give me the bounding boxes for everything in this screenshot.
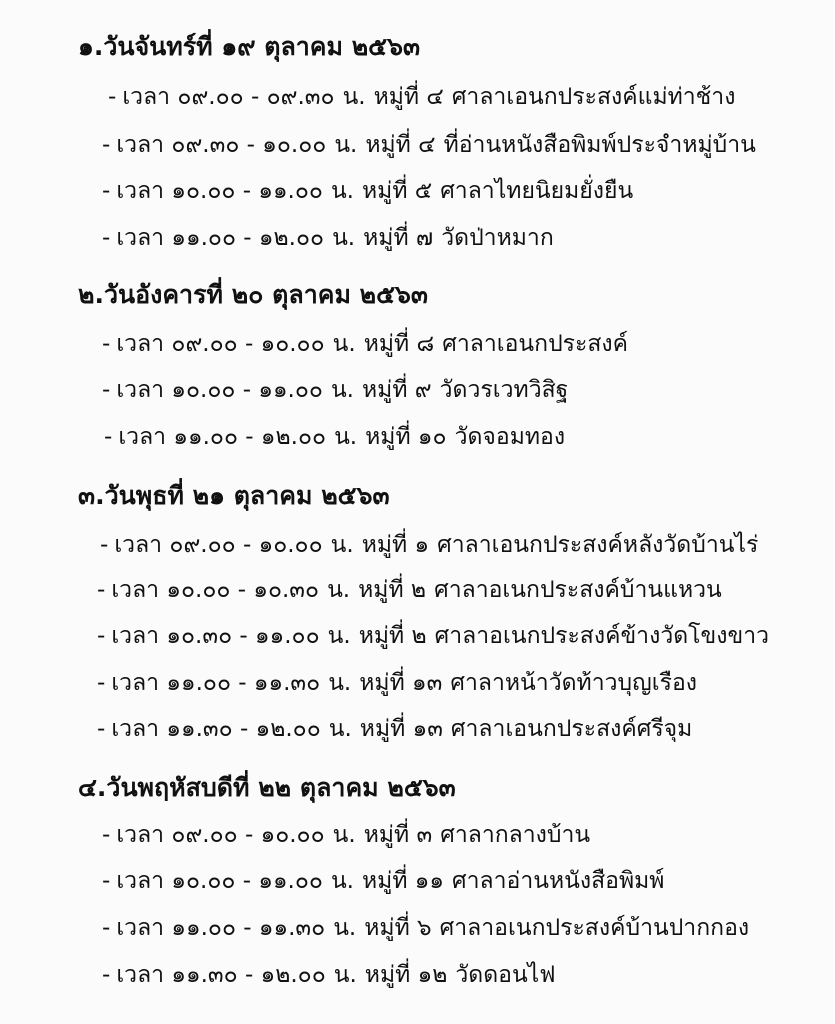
item-unit: น.: [333, 962, 357, 988]
item-village: หมู่ที่ ๙: [362, 377, 432, 403]
item-village: หมู่ที่ ๔: [365, 132, 436, 158]
item-place: ศาลาอ่านหนังสือพิมพ์: [452, 868, 665, 894]
item-place: ศาลาอเนกประสงค์บ้านปากกอง: [439, 915, 750, 941]
day-heading: ๑.วันจันทร์ที่ ๑๙ ตุลาคม ๒๕๖๓: [78, 32, 421, 61]
schedule-item: [102, 327, 628, 361]
item-unit: น.: [342, 84, 366, 110]
item-time: เวลา ๐๙.๐๐ - ๑๐.๐๐: [116, 331, 325, 357]
item-village: หมู่ที่ ๑: [361, 532, 430, 558]
item-place: ศาลาไทยนิยมยั่งยืน: [440, 178, 634, 204]
item-village: หมู่ที่ ๖: [364, 915, 432, 941]
schedule-item: [100, 528, 758, 562]
item-dash: -: [97, 623, 106, 649]
item-village: หมู่ที่ ๗: [363, 225, 434, 251]
item-unit: น.: [330, 868, 354, 894]
item-village: หมู่ที่ ๑๓: [359, 716, 443, 742]
item-unit: น.: [330, 532, 354, 558]
item-unit: น.: [328, 716, 352, 742]
item-dash: -: [102, 822, 111, 848]
item-village: หมู่ที่ ๘: [363, 331, 435, 357]
day-heading: ๓.วันพุธที่ ๒๑ ตุลาคม ๒๕๖๓: [78, 481, 390, 510]
schedule-item: [102, 818, 590, 852]
item-dash: -: [97, 670, 106, 696]
item-unit: น.: [332, 225, 356, 251]
item-dash: -: [102, 868, 111, 894]
item-time: เวลา ๐๙.๐๐ - ๐๙.๓๐: [122, 84, 335, 110]
item-time: เวลา ๑๑.๐๐ - ๑๑.๓๐: [116, 915, 326, 941]
item-dash: -: [102, 377, 111, 403]
schedule-item: [104, 420, 565, 454]
item-time: เวลา ๑๑.๐๐ - ๑๒.๐๐: [118, 424, 327, 450]
item-village: หมู่ที่ ๒: [358, 577, 427, 603]
item-village: หมู่ที่ ๑๐: [365, 424, 447, 450]
item-place: ศาลาอเนกประสงค์บ้านแหวน: [434, 577, 722, 603]
schedule-item: [102, 221, 554, 255]
item-place: วัดจอมทอง: [454, 424, 566, 450]
schedule-item: [102, 128, 756, 162]
item-dash: -: [108, 84, 117, 110]
item-unit: น.: [328, 670, 352, 696]
item-unit: น.: [327, 623, 351, 649]
schedule-item: [102, 373, 568, 407]
item-village: หมู่ที่ ๑๒: [364, 962, 448, 988]
schedule-item: [102, 958, 556, 992]
item-dash: -: [104, 424, 113, 450]
item-place: ศาลาเอนกประสงค์ศรีจุม: [450, 716, 693, 742]
item-place: วัดป่าหมาก: [441, 225, 554, 251]
item-unit: น.: [332, 822, 356, 848]
item-time: เวลา ๑๐.๐๐ - ๑๐.๓๐: [111, 577, 320, 603]
item-time: เวลา ๑๐.๓๐ - ๑๑.๐๐: [111, 623, 320, 649]
item-time: เวลา ๑๐.๐๐ - ๑๑.๐๐: [116, 868, 323, 894]
schedule-item: [97, 573, 722, 607]
item-dash: -: [102, 331, 111, 357]
item-dash: -: [97, 577, 106, 603]
item-place: ศาลาเอนกประสงค์หลังวัดบ้านไร่: [437, 532, 759, 558]
item-place: ศาลาหน้าวัดท้าวบุญเรือง: [450, 670, 697, 696]
item-village: หมู่ที่ ๑๓: [359, 670, 443, 696]
item-time: เวลา ๐๙.๐๐ - ๑๐.๐๐: [116, 822, 325, 848]
item-village: หมู่ที่ ๒: [358, 623, 427, 649]
item-dash: -: [102, 225, 111, 251]
item-time: เวลา ๐๙.๓๐ - ๑๐.๐๐: [116, 132, 327, 158]
item-village: หมู่ที่ ๔: [373, 84, 444, 110]
item-village: หมู่ที่ ๑๑: [362, 868, 444, 894]
item-time: เวลา ๑๑.๓๐ - ๑๒.๐๐: [116, 962, 326, 988]
item-place: วัดวรเวทวิสิฐ: [439, 377, 569, 403]
item-unit: น.: [334, 424, 358, 450]
day-heading: ๒.วันอังคารที่ ๒๐ ตุลาคม ๒๕๖๓: [78, 280, 428, 309]
item-dash: -: [102, 132, 111, 158]
item-dash: -: [102, 178, 111, 204]
item-unit: น.: [327, 577, 351, 603]
item-place: ศาลาเอนกประสงค์แม่ท่าช้าง: [451, 84, 736, 110]
item-time: เวลา ๑๑.๓๐ - ๑๒.๐๐: [111, 716, 321, 742]
schedule-item: [108, 80, 735, 114]
item-dash: -: [100, 532, 109, 558]
item-place: ที่อ่านหนังสือพิมพ์ประจำหมู่บ้าน: [443, 132, 756, 158]
schedule-item: [102, 174, 633, 208]
item-village: หมู่ที่ ๓: [363, 822, 433, 848]
schedule-item: [102, 864, 664, 898]
schedule-item: [97, 619, 769, 653]
item-dash: -: [102, 915, 111, 941]
item-village: หมู่ที่ ๕: [362, 178, 433, 204]
schedule-item: [97, 712, 692, 746]
item-dash: -: [102, 962, 111, 988]
schedule-item: [97, 666, 697, 700]
item-place: ศาลาเอนกประสงค์: [442, 331, 629, 357]
item-place: ศาลาอเนกประสงค์ข้างวัดโขงขาว: [434, 623, 770, 649]
item-unit: น.: [332, 331, 356, 357]
item-place: วัดดอนไฟ: [455, 962, 556, 988]
item-time: เวลา ๑๐.๐๐ - ๑๑.๐๐: [116, 178, 323, 204]
item-unit: น.: [333, 915, 357, 941]
day-heading: ๔.วันพฤหัสบดีที่ ๒๒ ตุลาคม ๒๕๖๓: [78, 773, 456, 802]
item-time: เวลา ๐๙.๐๐ - ๑๐.๐๐: [114, 532, 323, 558]
schedule-item: [102, 911, 749, 945]
item-time: เวลา ๑๑.๐๐ - ๑๑.๓๐: [111, 670, 321, 696]
item-unit: น.: [330, 377, 354, 403]
item-time: เวลา ๑๐.๐๐ - ๑๑.๐๐: [116, 377, 323, 403]
item-unit: น.: [334, 132, 358, 158]
item-place: ศาลากลางบ้าน: [440, 822, 591, 848]
item-unit: น.: [330, 178, 354, 204]
item-time: เวลา ๑๑.๐๐ - ๑๒.๐๐: [116, 225, 325, 251]
item-dash: -: [97, 716, 106, 742]
